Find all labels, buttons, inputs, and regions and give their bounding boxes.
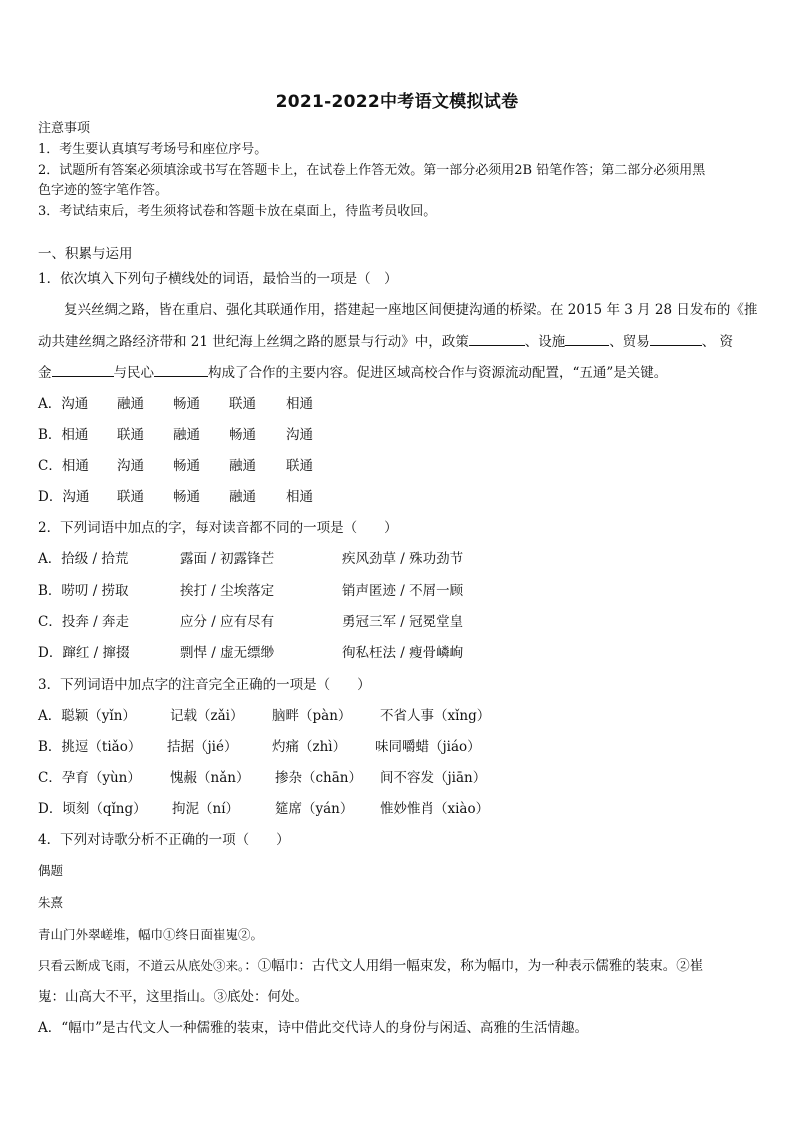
fill-blank: [52, 362, 114, 377]
option-text: C．孕育（yùn）: [38, 770, 141, 786]
option-text: 不省人事（xǐng）: [380, 708, 491, 724]
question-1-passage-line: [38, 362, 758, 383]
option-text: 融通: [229, 458, 256, 474]
option-text: 疾风劲草 / 殊功劲节: [342, 551, 464, 567]
option-text: A．聪颖（yǐn）: [38, 708, 136, 724]
option-text: 应分 / 应有尽有: [180, 614, 275, 630]
option-text: 筵席（yán）: [275, 801, 354, 817]
passage-text: 与民心: [113, 365, 154, 381]
fill-blank: [469, 331, 525, 346]
option-text: 拮据（jié）: [167, 739, 238, 755]
question-4-stem: 4．下列对诗歌分析不正确的一项（ ）: [38, 832, 290, 848]
notes-item: 1．考生要认真填写考场号和座位序号。: [38, 142, 268, 157]
question-3-stem: 3．下列词语中加点字的注音完全正确的一项是（ ）: [38, 677, 371, 693]
poem-author: 朱熹: [38, 895, 64, 910]
exam-title: 2021-2022中考语文模拟试卷: [275, 92, 519, 112]
poem-title: 偶题: [38, 863, 64, 878]
option-text: 记载（zǎi）: [170, 708, 244, 724]
fill-blank: [565, 331, 609, 346]
passage-text: 、设施: [524, 334, 566, 350]
poem-line-with-note: [38, 956, 762, 976]
passage-text: 构成了合作的主要内容。促进区域高校合作与资源流动配置，“五通”是关键。: [208, 365, 668, 381]
option-text: 畅通: [173, 396, 200, 412]
option-text: 相通: [286, 396, 313, 412]
option-text: 融通: [173, 427, 200, 443]
notes-heading: 注意事项: [38, 121, 91, 136]
option-text: 联通: [229, 396, 256, 412]
question-1-passage-line: [38, 331, 758, 352]
section-heading: 一、积累与运用: [38, 246, 133, 262]
question-4-option-A[interactable]: A．“幅巾”是古代文人一种儒雅的装束，诗中借此交代诗人的身份与闲适、高雅的生活情趣。: [38, 1020, 589, 1036]
question-2-stem: 2．下列词语中加点的字，每对读音都不同的一项是（ ）: [38, 520, 398, 536]
option-text: 愧赧（nǎn）: [170, 770, 250, 786]
option-text: 沟通: [286, 427, 313, 443]
option-text: 徇私枉法 / 瘦骨嶙峋: [342, 645, 464, 661]
option-text: 沟通: [117, 458, 144, 474]
option-text: 露面 / 初露锋芒: [180, 551, 275, 567]
option-text: 联通: [117, 489, 144, 505]
option-text: 联通: [117, 427, 144, 443]
option-text: 掺杂（chān）: [275, 770, 362, 786]
option-text: C．投奔 / 奔走: [38, 614, 129, 630]
option-text: 味同嚼蜡（jiáo）: [375, 739, 481, 755]
option-text: 畅通: [173, 458, 200, 474]
passage-text: 、 资: [701, 334, 734, 350]
option-text: B．相通: [38, 427, 89, 443]
fill-blank: [154, 362, 208, 377]
option-text: B．挑逗（tiǎo）: [38, 739, 142, 755]
poem-line: 青山门外翠嵯堆，幅巾①终日面崔嵬②。: [38, 927, 264, 942]
option-text: 融通: [117, 396, 144, 412]
option-text: 联通: [286, 458, 313, 474]
option-text: 惟妙惟肖（xiào）: [380, 801, 490, 817]
notes-item: 2．试题所有答案必须填涂或书写在答题卡上，在试卷上作答无效。第一部分必须用2B 铅笔作答；第二部分必须用黑: [38, 163, 706, 178]
notes-item: 3．考试结束后，考生须将试卷和答题卡放在桌面上，待监考员收回。: [38, 204, 437, 219]
poem-note-continued: 嵬：山高大不平，这里指山。③底处：何处。: [38, 989, 308, 1005]
option-text: D．蹿红 / 撺掇: [38, 645, 130, 661]
notes-item: 色字迹的签字笔作答。: [38, 183, 169, 198]
option-text: 挨打 / 尘埃落定: [180, 583, 275, 599]
option-text: C．相通: [38, 458, 89, 474]
poem-line: 只看云断成飞雨，不道云从底处③来。: [38, 958, 245, 973]
option-text: 灼痛（zhì）: [272, 739, 347, 755]
option-text: B．唠叨 / 捞取: [38, 583, 129, 599]
option-text: 畅通: [229, 427, 256, 443]
option-text: 剽悍 / 虚无缥缈: [180, 645, 275, 661]
option-text: 勇冠三军 / 冠冕堂皇: [342, 614, 464, 630]
option-text: A．拾级 / 拾荒: [38, 551, 129, 567]
option-text: 销声匿迹 / 不屑一顾: [342, 583, 464, 599]
option-text: D．沟通: [38, 489, 90, 505]
passage-text: 动共建丝绸之路经济带和 21 世纪海上丝绸之路的愿景与行动》中，政策: [38, 334, 469, 350]
question-1-stem: 1．依次填入下列句子横线处的词语，最恰当的一项是（ ）: [38, 271, 398, 287]
option-text: 拘泥（ní）: [172, 801, 240, 817]
option-text: A．沟通: [38, 396, 89, 412]
option-text: 相通: [286, 489, 313, 505]
passage-text: 金: [38, 365, 52, 381]
option-text: D．顷刻（qǐng）: [38, 801, 147, 817]
fill-blank: [650, 331, 702, 346]
option-text: 融通: [229, 489, 256, 505]
option-text: 脑畔（pàn）: [272, 708, 352, 724]
option-text: 畅通: [173, 489, 200, 505]
passage-text: 、贸易: [609, 334, 650, 350]
question-1-passage-line: 复兴丝绸之路，皆在重启、强化其联通作用，搭建起一座地区间便捷沟通的桥梁。在 2015 年 3 月 28 日发布的《推: [64, 302, 758, 318]
poem-note: ：①幅巾：古代文人用绢一幅束发，称为幅巾，为一种表示儒雅的装束。②崔: [244, 958, 704, 974]
option-text: 间不容发（jiān）: [380, 770, 487, 786]
